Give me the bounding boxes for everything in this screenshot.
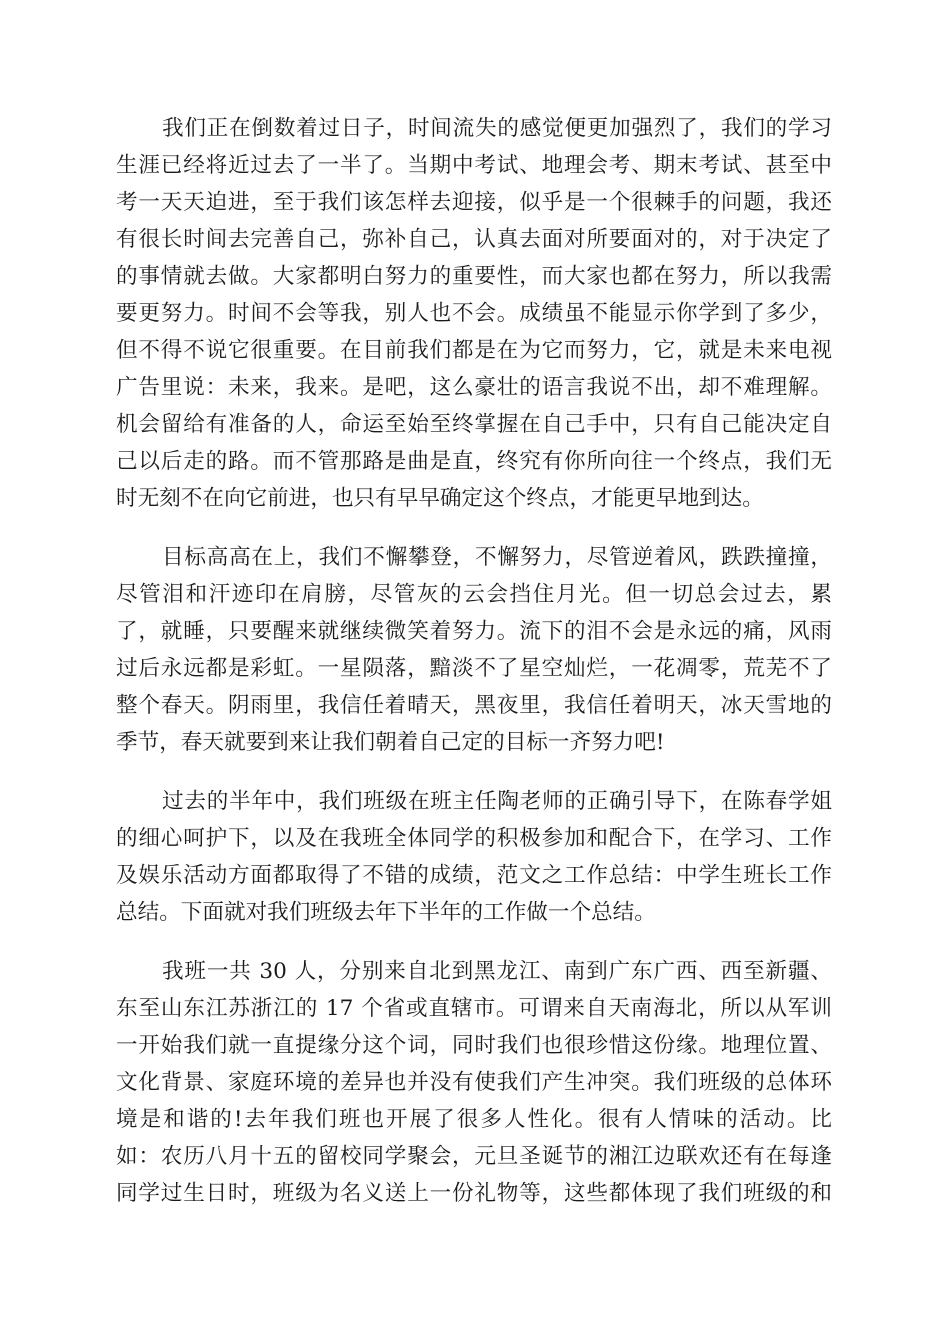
text-line: 的细心呵护下，以及在我班全体同学的积极参加和配合下，在学习、工作: [116, 826, 832, 851]
text-line: 境是和谐的!去年我们班也开展了很多人性化。很有人情味的活动。比: [116, 1107, 832, 1132]
paragraph: [116, 110, 832, 517]
text-line: 一开始我们就一直提缘分这个词，同时我们也很珍惜这份缘。地理位置、: [116, 1033, 832, 1058]
text-line: 己以后走的路。而不管那路是曲是直，终究有你所向往一个终点，我们无: [116, 449, 832, 474]
text-line: 东至山东江苏浙江的 17 个省或直辖市。可谓来自天南海北，所以从军训: [116, 996, 832, 1021]
paragraph-gap: [116, 931, 832, 953]
text-line: 目标高高在上，我们不懈攀登，不懈努力，尽管逆着风，跌跌撞撞，: [162, 545, 832, 570]
text-line: 但不得不说它很重要。在目前我们都是在为它而努力，它，就是未来电视: [116, 338, 832, 363]
text-line: 及娱乐活动方面都取得了不错的成绩，范文之工作总结：中学生班长工作: [116, 863, 832, 888]
document-body: [116, 110, 832, 1212]
text-line: 要更努力。时间不会等我，别人也不会。成绩虽不能显示你学到了多少，: [116, 301, 832, 326]
text-line: 如：农历八月十五的留校同学聚会，元旦圣诞节的湘江边联欢还有在每逢: [116, 1144, 832, 1169]
text-line: 我班一共 30 人，分别来自北到黑龙江、南到广东广西、西至新疆、: [162, 959, 832, 984]
text-line: 生涯已经将近过去了一半了。当期中考试、地理会考、期末考试、甚至中: [116, 153, 832, 178]
text-line: 机会留给有准备的人，命运至始至终掌握在自己手中，只有自己能决定自: [116, 412, 832, 437]
text-line: 季节，春天就要到来让我们朝着自己定的目标一齐努力吧!: [116, 730, 665, 755]
text-line: 时无刻不在向它前进，也只有早早确定这个终点，才能更早地到达。: [116, 486, 764, 511]
text-line: 我们正在倒数着过日子，时间流失的感觉便更加强烈了，我们的学习: [162, 116, 832, 141]
text-line: 有很长时间去完善自己，弥补自己，认真去面对所要面对的，对于决定了: [116, 227, 832, 252]
text-line: 整个春天。阴雨里，我信任着晴天，黑夜里，我信任着明天，冰天雪地的: [116, 693, 832, 718]
text-line: 文化背景、家庭环境的差异也并没有使我们产生冲突。我们班级的总体环: [116, 1070, 832, 1095]
paragraph: [116, 783, 832, 931]
text-line: 过后永远都是彩虹。一星陨落，黯淡不了星空灿烂，一花凋零，荒芜不了: [116, 656, 832, 681]
text-line: 尽管泪和汗迹印在肩膀，尽管灰的云会挡住月光。但一切总会过去，累: [116, 582, 832, 607]
text-line: 考一天天迫进，至于我们该怎样去迎接，似乎是一个很棘手的问题，我还: [116, 190, 832, 215]
text-line: 同学过生日时，班级为名义送上一份礼物等，这些都体现了我们班级的和: [116, 1181, 832, 1206]
paragraph: [116, 539, 832, 761]
text-line: 广告里说：未来，我来。是吧，这么豪壮的语言我说不出，却不难理解。: [116, 375, 832, 400]
text-line: 的事情就去做。大家都明白努力的重要性，而大家也都在努力，所以我需: [116, 264, 832, 289]
paragraph-gap: [116, 517, 832, 539]
paragraph-gap: [116, 761, 832, 783]
text-line: 过去的半年中，我们班级在班主任陶老师的正确引导下，在陈春学姐: [162, 789, 832, 814]
text-line: 了，就睡，只要醒来就继续微笑着努力。流下的泪不会是永远的痛，风雨: [116, 619, 832, 644]
paragraph: [116, 953, 832, 1212]
text-line: 总结。下面就对我们班级去年下半年的工作做一个总结。: [116, 900, 656, 925]
